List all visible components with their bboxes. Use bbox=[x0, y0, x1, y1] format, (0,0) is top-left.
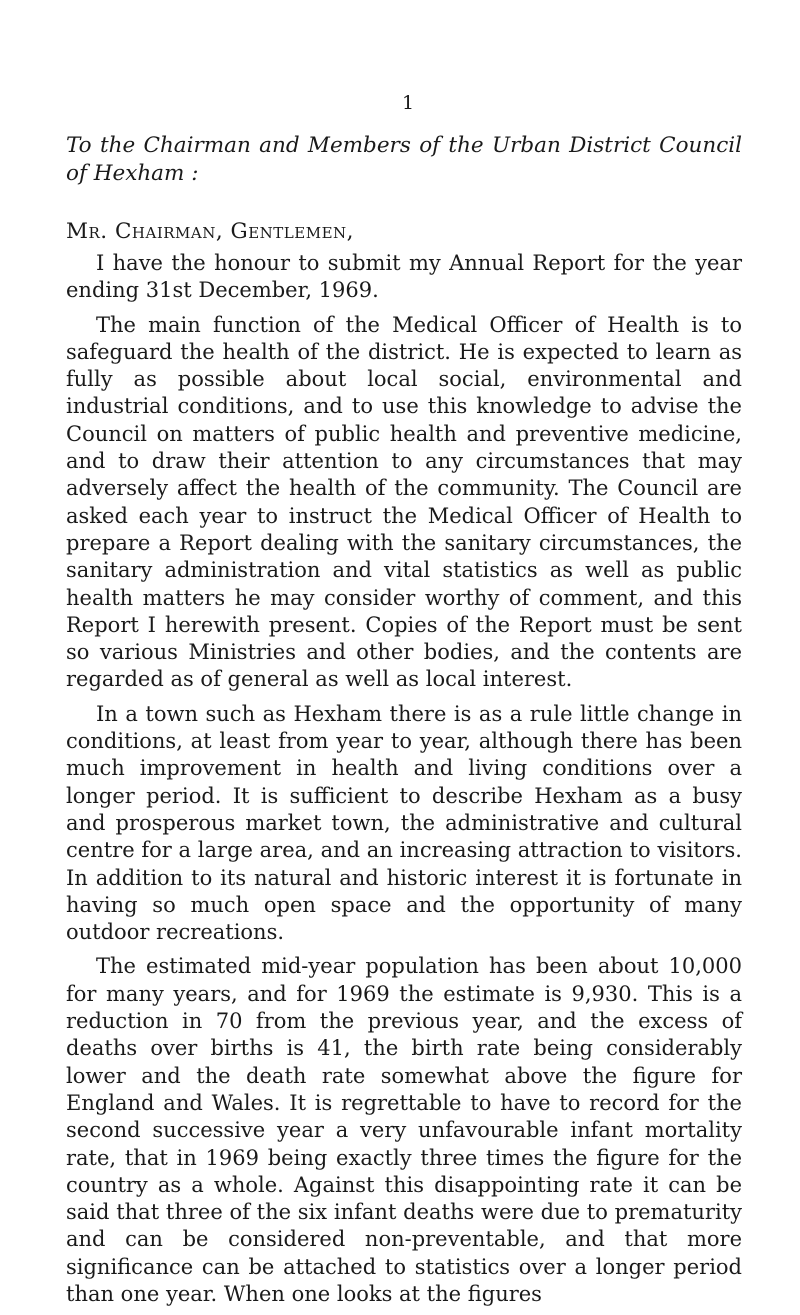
paragraph-function: The main function of the Medical Officer of Health is to safeguard the health of the district. He is expected to learn as fully as possible about local social, environmental and industrial conditions, and to use this knowledge to advise the Council on matters of public health and preventive medicine, and to draw their attention to any circumstances that may adversely affect the health of the community. The Council are asked each year to instruct the Medical Officer of Health to prepare a Report dealing with the sanitary circumstances, the sanitary administration and vital statistics as well as public health matters he may consider worthy of comment, and this Report I herewith present. Copies of the Report must be sent so various Ministries and other bodies, and the contents are regarded as of general as well as local interest. bbox=[66, 312, 742, 692]
document-page bbox=[66, 92, 742, 1315]
paragraph-intro: I have the honour to submit my Annual Report for the year ending 31st December, 1969. bbox=[66, 251, 742, 303]
paragraph-town: In a town such as Hexham there is as a rule little change in conditions, at least from year to year, although there has been much improvement in health and living conditions over a longer period. It is sufficient to describe Hexham as a busy and prosperous market town, the administrative and cultural centre for a large area, and an increasing attraction to visitors. In addition to its natural and historic interest it is fortunate in having so much open space and the opportunity of many outdoor recreations. bbox=[66, 701, 742, 945]
addressee-line: To the Chairman and Members of the Urban District Council of Hexham : bbox=[66, 133, 742, 186]
paragraph-population: The estimated mid-year population has been about 10,000 for many years, and for 1969 the estimate is 9,930. This is a reduction in 70 from the previous year, and the excess of deaths over births is 41, the birth rate being considerably lower and the death rate somewhat above the figure for England and Wales. It is regrettable to have to record for the second successive year a very unfavourable infant mortality rate, that in 1969 being exactly three times the figure for the country as a whole. Against this disappointing rate it can be said that three of the six infant deaths were due to prematurity and can be considered non-preventable, and that more significance can be attached to statistics over a longer period than one year. When one looks at the figures bbox=[66, 954, 742, 1306]
salutation: Mr. Chairman, Gentlemen, bbox=[66, 219, 354, 244]
page-number: 1 bbox=[401, 92, 415, 114]
